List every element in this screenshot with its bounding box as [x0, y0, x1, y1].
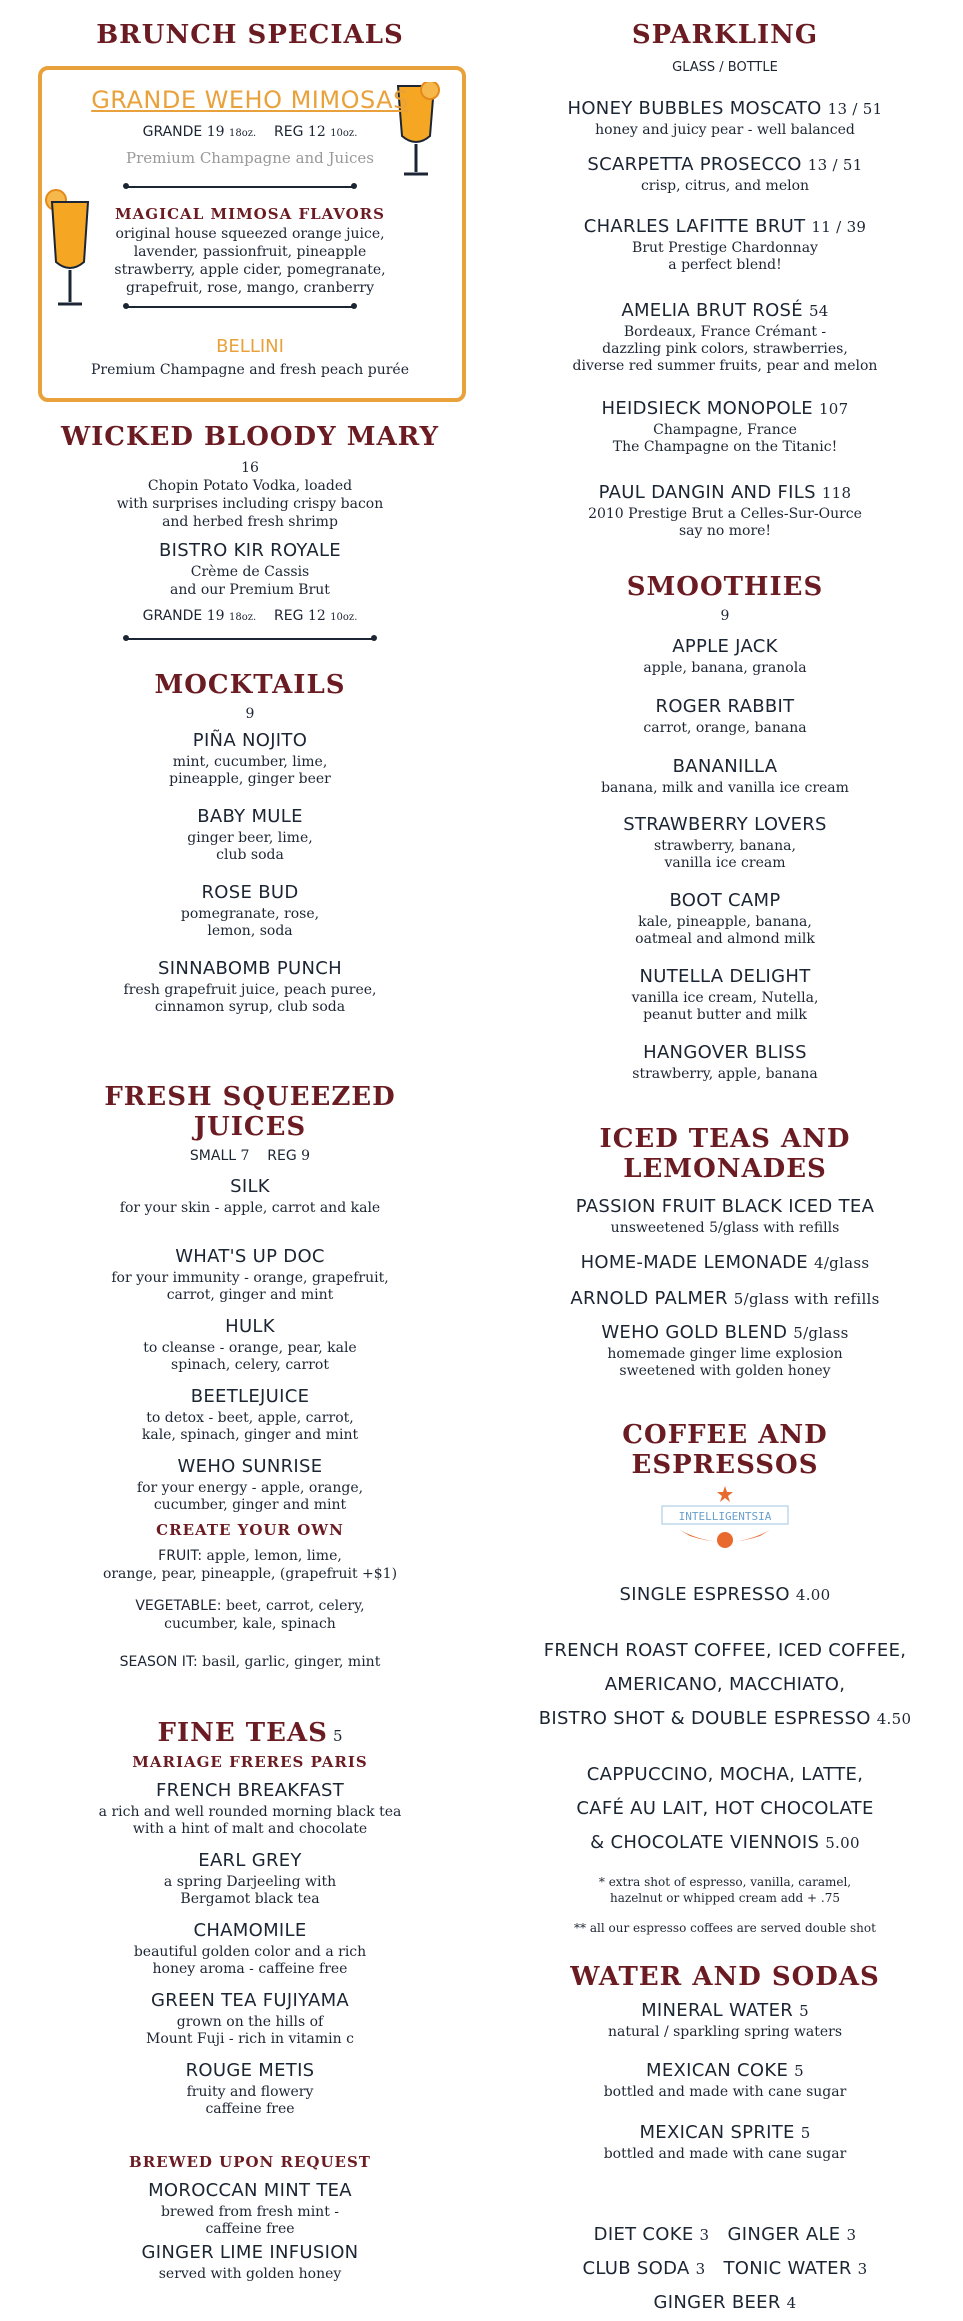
menu-item-price: 13 / 51	[807, 156, 863, 174]
divider	[125, 638, 375, 640]
menu-item-desc: oatmeal and almond milk	[635, 931, 815, 947]
menu-item-name-text: HANGOVER BLISS	[643, 1042, 807, 1063]
menu-item-desc: unsweetened 5/glass with refills	[610, 1220, 840, 1236]
menu-item-name	[30, 1920, 470, 1942]
menu-item-price: 5/glass	[793, 1324, 849, 1342]
menu-item-desc: cinnamon syrup, club soda	[154, 999, 346, 1015]
menu-item-name	[30, 1176, 470, 1198]
menu-item-name	[30, 1990, 470, 2012]
bloody-mary-price: 16	[241, 460, 259, 476]
menu-item-name-text: WEHO GOLD BLEND	[601, 1322, 788, 1343]
menu-item-price: 118	[821, 484, 852, 502]
menu-item-name-text: NUTELLA DELIGHT	[639, 966, 811, 987]
menu-item-name	[30, 1386, 470, 1408]
menu-item-name	[505, 814, 945, 836]
menu-item-desc: Champagne, France	[653, 422, 797, 438]
menu-item-price: 107	[818, 400, 849, 418]
kir-royale-title: BISTRO KIR ROYALE	[159, 540, 341, 561]
menu-item-price: 5/glass with refills	[733, 1290, 880, 1308]
menu-item-desc: to detox - beet, apple, carrot,	[146, 1410, 354, 1426]
coffee-line: CAPPUCCINO, MOCHA, LATTE,	[586, 1764, 864, 1785]
coffee-title: COFFEE AND	[622, 1420, 828, 1450]
menu-item-name	[505, 398, 945, 420]
menu-item-name	[30, 1246, 470, 1268]
mimosa-sizes: GRANDE 19 18oz. REG 12 10oz.	[142, 124, 358, 140]
soda-row: GINGER BEER 4	[653, 2292, 797, 2313]
brewed-title: BREWED UPON REQUEST	[129, 2153, 371, 2171]
menu-item-name	[30, 2242, 470, 2264]
mimosa-desc: Premium Champagne and Juices	[126, 149, 374, 167]
coffee-line: & CHOCOLATE VIENNOIS 5.00	[590, 1832, 860, 1853]
menu-item-name-text: ROSE BUD	[201, 882, 299, 903]
menu-item-name-text: MINERAL WATER	[641, 2000, 794, 2021]
menu-item-name-text: BANANILLA	[672, 756, 778, 777]
kir-royale-desc: Crème de Cassis	[190, 564, 310, 580]
menu-item-desc: bottled and made with cane sugar	[603, 2146, 847, 2162]
mocktails-title: MOCKTAILS	[154, 670, 346, 700]
menu-item-name	[30, 1456, 470, 1478]
menu-item-name	[505, 1322, 945, 1344]
menu-item-desc: strawberry, apple, banana	[632, 1066, 818, 1082]
menu-item-desc: dazzling pink colors, strawberries,	[602, 341, 848, 357]
create-fruit: FRUIT: apple, lemon, lime,	[158, 1548, 342, 1564]
menu-item-desc: lemon, soda	[207, 923, 293, 939]
menu-item-name-text: HOME-MADE LEMONADE	[580, 1252, 808, 1273]
menu-item-price: 5	[794, 2062, 804, 2080]
sparkling-subtitle: GLASS / BOTTLE	[672, 60, 778, 75]
smoothies-price: 9	[720, 608, 730, 624]
menu-item-name-text: PIÑA NOJITO	[192, 730, 308, 751]
menu-item-name	[505, 1252, 945, 1274]
menu-item-name	[505, 154, 945, 176]
menu-item-name	[30, 806, 470, 828]
fine-teas-title: FINE TEAS 5	[157, 1718, 343, 1748]
intelligentsia-logo-icon	[660, 1484, 790, 1554]
menu-item-desc: honey aroma - caffeine free	[152, 1961, 348, 1977]
menu-item-name	[505, 636, 945, 658]
menu-item-desc: The Champagne on the Titanic!	[612, 439, 838, 455]
menu-item-name	[30, 2060, 470, 2082]
menu-item-name	[505, 1196, 945, 1218]
menu-item-price: 5	[800, 2124, 811, 2142]
menu-item-name	[505, 216, 945, 238]
divider	[125, 306, 355, 308]
menu-item-price: 54	[808, 302, 829, 320]
flavors-title: MAGICAL MIMOSA FLAVORS	[115, 205, 385, 223]
create-fruit: orange, pear, pineapple, (grapefruit +$1)	[102, 1566, 398, 1582]
menu-item-desc: spinach, celery, carrot	[171, 1357, 329, 1373]
menu-item-name-text: CHAMOMILE	[193, 1920, 307, 1941]
menu-item-name	[505, 890, 945, 912]
menu-item-name-text: HONEY BUBBLES MOSCATO	[567, 98, 822, 119]
juices-sizes: SMALL 7 REG 9	[189, 1148, 311, 1164]
menu-item-name-text: MEXICAN SPRITE	[639, 2122, 795, 2143]
soda-row: DIET COKE 3 GINGER ALE 3	[593, 2224, 857, 2245]
menu-item-desc: carrot, orange, banana	[643, 720, 807, 736]
brunch-specials-title: BRUNCH SPECIALS	[96, 20, 404, 50]
menu-item-desc: caffeine free	[205, 2101, 295, 2117]
menu-item-name-text: HULK	[225, 1316, 275, 1337]
menu-item-desc: carrot, ginger and mint	[166, 1287, 334, 1303]
menu-item-desc: sweetened with golden honey	[619, 1363, 831, 1379]
menu-item-name-text: ROGER RABBIT	[655, 696, 795, 717]
menu-item-desc: fruity and flowery	[186, 2084, 314, 2100]
menu-item-desc: brewed from fresh mint -	[160, 2204, 340, 2220]
create-season: SEASON IT: basil, garlic, ginger, mint	[119, 1654, 381, 1670]
menu-item-desc: crisp, citrus, and melon	[640, 178, 810, 194]
menu-item-price: 5	[799, 2002, 809, 2020]
menu-item-desc: pomegranate, rose,	[180, 906, 320, 922]
menu-item-name-text: SCARPETTA PROSECCO	[587, 154, 802, 175]
menu-item-desc: honey and juicy pear - well balanced	[595, 122, 855, 138]
coffee-note: hazelnut or whipped cream add + .75	[609, 1891, 840, 1905]
right-column	[505, 0, 945, 2321]
menu-item-desc: mint, cucumber, lime,	[172, 754, 328, 770]
menu-item-name	[505, 300, 945, 322]
menu-item-desc: pineapple, ginger beer	[169, 771, 331, 787]
coffee-line: CAFÉ AU LAIT, HOT CHOCOLATE	[576, 1798, 874, 1819]
menu-item-name-text: GREEN TEA FUJIYAMA	[150, 1990, 350, 2011]
menu-item-desc: peanut butter and milk	[643, 1007, 807, 1023]
menu-item-name	[505, 696, 945, 718]
menu-item-desc: fresh grapefruit juice, peach puree,	[123, 982, 377, 998]
bloody-mary-desc: Chopin Potato Vodka, loaded	[147, 478, 353, 494]
bellini-desc: Premium Champagne and fresh peach purée	[91, 362, 409, 378]
menu-item-desc: natural / sparkling spring waters	[607, 2024, 843, 2040]
menu-item-desc: Mount Fuji - rich in vitamin c	[146, 2031, 354, 2047]
bloody-mary-title: WICKED BLOODY MARY	[60, 422, 440, 452]
menu-item-desc: caffeine free	[205, 2221, 295, 2237]
menu-item-name	[30, 1850, 470, 1872]
coffee-note: ** all our espresso coffees are served double shot	[574, 1921, 876, 1935]
mocktails-price: 9	[245, 706, 255, 722]
menu-item-name	[505, 482, 945, 504]
menu-item-name	[30, 730, 470, 752]
menu-item-name	[505, 756, 945, 778]
menu-item-desc: 2010 Prestige Brut a Celles-Sur-Ource	[588, 506, 862, 522]
menu-item-name	[505, 1288, 945, 1310]
menu-item-desc: banana, milk and vanilla ice cream	[601, 780, 849, 796]
menu-item-desc: diverse red summer fruits, pear and melon	[572, 358, 878, 374]
menu-item-name-text: ARNOLD PALMER	[570, 1288, 728, 1309]
menu-item-desc: vanilla ice cream, Nutella,	[631, 990, 819, 1006]
menu-item-desc: with a hint of malt and chocolate	[132, 1821, 368, 1837]
menu-item-desc: strawberry, banana,	[654, 838, 796, 854]
menu-item-desc: for your skin - apple, carrot and kale	[119, 1200, 381, 1216]
menu-item-name-text: MEXICAN COKE	[646, 2060, 789, 2081]
menu-item-desc: vanilla ice cream	[664, 855, 786, 871]
menu-item-name	[505, 1042, 945, 1064]
menu-item-desc: say no more!	[678, 523, 772, 539]
divider	[125, 186, 355, 188]
juices-title: JUICES	[193, 1112, 307, 1142]
menu-item-desc: beautiful golden color and a rich	[133, 1944, 367, 1960]
menu-item-desc: bottled and made with cane sugar	[603, 2084, 847, 2100]
flavors-desc: strawberry, apple cider, pomegranate,	[114, 262, 386, 278]
coffee-line: FRENCH ROAST COFFEE, ICED COFFEE,	[543, 1640, 907, 1661]
menu-item-price: 4/glass	[813, 1254, 870, 1272]
menu-item-desc: homemade ginger lime explosion	[607, 1346, 843, 1362]
menu-item-name	[505, 966, 945, 988]
menu-item-desc: served with golden honey	[158, 2266, 342, 2282]
bloody-mary-desc: with surprises including crispy bacon	[116, 496, 384, 512]
menu-item-name-text: BOOT CAMP	[669, 890, 781, 911]
menu-item-desc: Brut Prestige Chardonnay	[632, 240, 818, 256]
menu-item-name-text: AMELIA BRUT ROSÉ	[621, 300, 803, 321]
menu-item-name-text: HEIDSIECK MONOPOLE	[601, 398, 813, 419]
menu-item-name	[505, 2122, 945, 2144]
menu-item-name-text: EARL GREY	[198, 1850, 302, 1871]
menu-item-name-text: WEHO SUNRISE	[177, 1456, 323, 1477]
menu-item-name	[505, 2060, 945, 2082]
menu-item-name-text: ROUGE METIS	[185, 2060, 315, 2081]
sparkling-title: SPARKLING	[631, 20, 819, 50]
menu-item-desc: grown on the hills of	[176, 2014, 324, 2030]
water-title: WATER AND SODAS	[570, 1962, 880, 1992]
menu-item-name-text: STRAWBERRY LOVERS	[623, 814, 827, 835]
menu-item-name-text: CHARLES LAFITTE BRUT	[583, 216, 806, 237]
iced-title: ICED TEAS AND	[599, 1124, 851, 1154]
bloody-mary-desc: and herbed fresh shrimp	[162, 514, 338, 530]
menu-item-name	[30, 2180, 470, 2202]
juices-title: FRESH SQUEEZED	[104, 1082, 396, 1112]
mimosa-title: GRANDE WEHO MIMOSAS	[91, 86, 409, 114]
bellini-title: BELLINI	[216, 336, 284, 357]
flavors-desc: original house squeezed orange juice,	[115, 226, 385, 242]
menu-item-desc: Bergamot black tea	[180, 1891, 320, 1907]
menu-item-desc: ginger beer, lime,	[187, 830, 313, 846]
create-vegetable: VEGETABLE: beet, carrot, celery,	[135, 1598, 365, 1614]
flavors-desc: grapefruit, rose, mango, cranberry	[125, 280, 374, 296]
menu-item-name-text: BEETLEJUICE	[190, 1386, 310, 1407]
flavors-desc: lavender, passionfruit, pineapple	[133, 244, 367, 260]
menu-item-price: 13 / 51	[827, 100, 883, 118]
svg-text:INTELLIGENTSIA: INTELLIGENTSIA	[678, 1510, 772, 1523]
left-column	[30, 0, 470, 2321]
menu-item-name	[30, 1780, 470, 1802]
menu-item-name-text: GINGER LIME INFUSION	[141, 2242, 359, 2263]
menu-item-name-text: FRENCH BREAKFAST	[155, 1780, 345, 1801]
menu-item-price: 11 / 39	[811, 218, 867, 236]
coffee-note: * extra shot of espresso, vanilla, caramel,	[598, 1875, 852, 1889]
menu-item-name-text: PAUL DANGIN AND FILS	[598, 482, 816, 503]
soda-row: CLUB SODA 3 TONIC WATER 3	[582, 2258, 868, 2279]
menu-item-name-text: MOROCCAN MINT TEA	[148, 2180, 352, 2201]
coffee-line: BISTRO SHOT & DOUBLE ESPRESSO 4.50	[538, 1708, 912, 1729]
menu-item-name-text: SINNABOMB PUNCH	[158, 958, 342, 979]
kir-royale-desc: and our Premium Brut	[170, 582, 330, 598]
menu-item-desc: kale, pineapple, banana,	[638, 914, 812, 930]
menu-item-desc: a spring Darjeeling with	[163, 1874, 337, 1890]
menu-item-desc: cucumber, ginger and mint	[153, 1497, 347, 1513]
menu-item-name	[505, 98, 945, 120]
menu-item-name	[505, 2000, 945, 2022]
create-vegetable: cucumber, kale, spinach	[164, 1616, 336, 1632]
menu-item-name-text: APPLE JACK	[672, 636, 778, 657]
menu-item-desc: apple, banana, granola	[643, 660, 807, 676]
menu-item-name	[30, 958, 470, 980]
menu-item-desc: Bordeaux, France Crémant -	[623, 324, 827, 340]
coffee-line: AMERICANO, MACCHIATO,	[604, 1674, 846, 1695]
smoothies-title: SMOOTHIES	[626, 572, 824, 602]
iced-title: LEMONADES	[623, 1154, 827, 1184]
menu-item-desc: club soda	[216, 847, 284, 863]
create-own-title: CREATE YOUR OWN	[156, 1521, 344, 1539]
menu-item-desc: a perfect blend!	[668, 257, 782, 273]
menu-item-name	[30, 882, 470, 904]
menu-item-desc: for your energy - apple, orange,	[136, 1480, 364, 1496]
menu-item-name	[30, 1316, 470, 1338]
menu-item-desc: a rich and well rounded morning black tea	[98, 1804, 402, 1820]
menu-item-desc: to cleanse - orange, pear, kale	[143, 1340, 357, 1356]
single-espresso: SINGLE ESPRESSO 4.00	[619, 1584, 831, 1605]
menu-item-desc: for your immunity - orange, grapefruit,	[111, 1270, 389, 1286]
menu-item-name-text: BABY MULE	[197, 806, 303, 827]
teas-subtitle: MARIAGE FRERES PARIS	[132, 1753, 368, 1771]
menu-item-name-text: WHAT'S UP DOC	[175, 1246, 325, 1267]
kir-royale-sizes: GRANDE 19 18oz. REG 12 10oz.	[142, 608, 358, 624]
menu-item-name-text: SILK	[230, 1176, 270, 1197]
coffee-title: ESPRESSOS	[631, 1450, 819, 1480]
menu-item-name-text: PASSION FRUIT BLACK ICED TEA	[575, 1196, 875, 1217]
menu-item-desc: kale, spinach, ginger and mint	[141, 1427, 359, 1443]
